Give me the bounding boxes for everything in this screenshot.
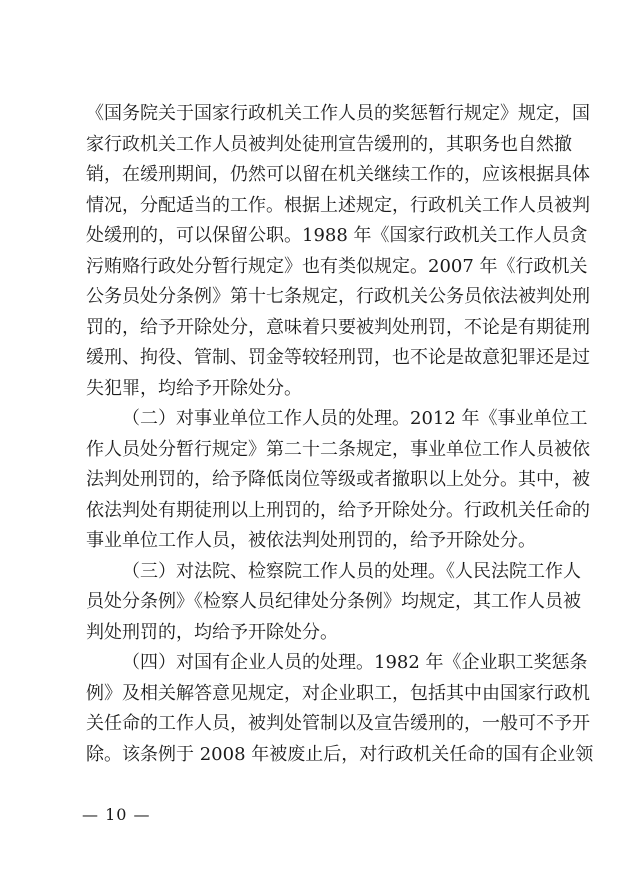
text-line: 除。该条例于 2008 年被废止后，对行政机关任命的国有企业领: [86, 743, 594, 765]
text-line: （二）对事业单位工作人员的处理。2012 年《事业单位工: [122, 408, 588, 429]
text-line: 罚的，给予开除处分，意味着只要被判处刑罚，不论是有期徒刑: [86, 316, 590, 338]
text-line: 事业单位工作人员，被依法判处刑罚的，给予开除处分。: [86, 530, 536, 551]
text-line: 依法判处有期徒刑以上刑罚的，给予开除处分。行政机关任命的: [86, 499, 590, 521]
text-line: 情况，分配适当的工作。根据上述规定，行政机关工作人员被判: [86, 194, 590, 216]
text-line: 销，在缓刑期间，仍然可以留在机关继续工作的，应该根据具体: [86, 164, 590, 185]
text-line: 污贿赂行政处分暂行规定》也有类似规定。2007 年《行政机关: [86, 255, 588, 277]
text-line: 员处分条例》《检察人员纪律处分条例》均规定，其工作人员被: [86, 591, 581, 612]
text-line: 关任命的工作人员，被判处管制以及宣告缓刑的，一般可不予开: [86, 713, 590, 734]
text-line: 例》及相关解答意见规定，对企业职工，包括其中由国家行政机: [86, 682, 590, 704]
text-line: （三）对法院、检察院工作人员的处理。《人民法院工作人: [122, 560, 581, 582]
text-line: 公务员处分条例》第十七条规定，行政机关公务员依法被判处刑: [86, 286, 590, 307]
page-number: — 10 —: [82, 805, 151, 824]
text-line: 失犯罪，均给予开除处分。: [86, 377, 302, 399]
text-line: 《国务院关于国家行政机关工作人员的奖惩暂行规定》规定，国: [86, 103, 590, 124]
text-line: 法判处刑罚的，给予降低岗位等级或者撤职以上处分。其中，被: [86, 469, 590, 490]
text-line: 家行政机关工作人员被判处徒刑宣告缓刑的，其职务也自然撤: [86, 133, 572, 155]
text-line: （四）对国有企业人员的处理。1982 年《企业职工奖惩条: [122, 652, 588, 673]
text-line: 判处刑罚的，均给予开除处分。: [86, 621, 338, 643]
text-line: 作人员处分暂行规定》第二十二条规定，事业单位工作人员被依: [86, 438, 590, 460]
text-line: 处缓刑的，可以保留公职。1988 年《国家行政机关工作人员贪: [86, 225, 588, 246]
text-line: 缓刑、拘役、管制、罚金等较轻刑罚，也不论是故意犯罪还是过: [86, 347, 590, 368]
